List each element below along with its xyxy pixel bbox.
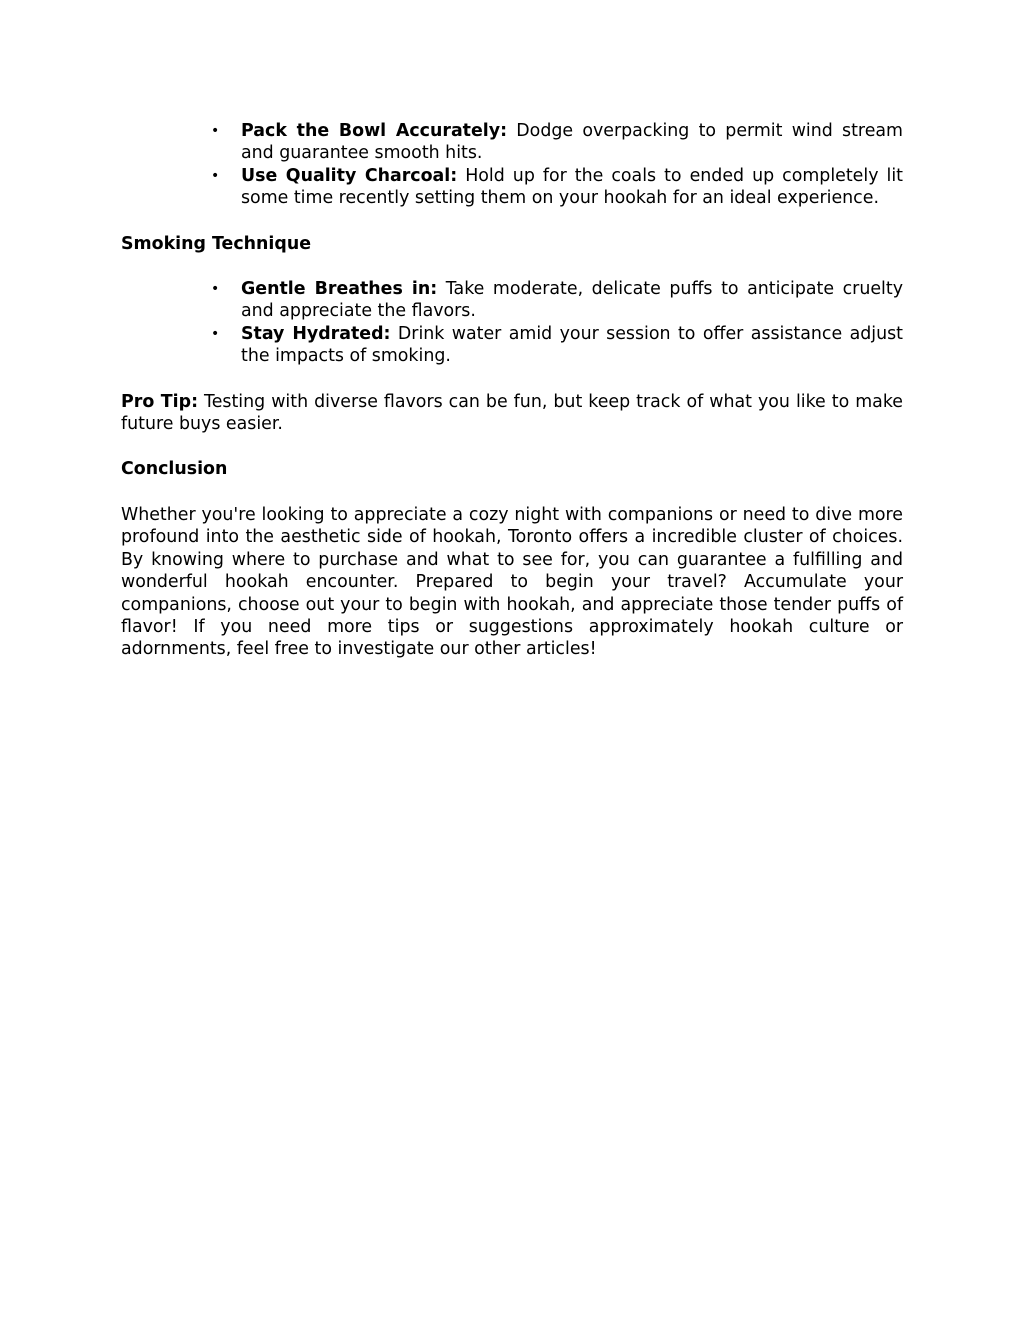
list-item-text: Drink water amid your session to offer assistance adjust the impacts of smoking. [241,323,903,367]
section-heading-conclusion: Conclusion [121,459,228,480]
spacer [121,481,903,504]
pro-tip-text: Testing with diverse flavors can be fun, but keep track of what you like to make future buys easier. [121,391,903,435]
bullet-icon: • [211,123,220,139]
bullet-icon: • [211,281,220,298]
document-page [121,120,903,661]
list-item-lead: Stay Hydrated: [241,323,391,344]
list-item-text: Take moderate, delicate puffs to anticipate cruelty and appreciate the flavors. [241,279,903,322]
smoking-technique-list [121,278,903,368]
conclusion-paragraph: Whether you're looking to appreciate a cozy night with companions or need to dive more profound into the aesthetic side of hookah, Toronto offers a incredible cluster of choices. By knowing where to purchase and what to see for, you can guarantee a fulfilling and wonderful hookah encounter. Prepared to begin your travel? Accumulate your companions, choose out your to begin with hookah, and appreciate those tender puffs of flavor! If you need more tips or suggestions approximately hookah culture or adornments, feel free to investigate our other articles! [121,504,903,660]
bullet-icon: • [211,167,220,184]
bullet-icon: • [211,325,220,342]
pro-tip-lead: Pro Tip: [121,391,199,412]
spacer [121,210,903,233]
list-item [211,278,903,323]
bowl-tips-list [121,120,903,210]
section-heading-smoking-technique: Smoking Technique [121,233,312,254]
spacer [121,368,903,391]
pro-tip-paragraph [121,391,903,436]
list-item-text: Hold up for the coals to ended up completely lit some time recently setting them on your hookah for an ideal experience. [241,165,904,209]
list-item-text: Dodge overpacking to permit wind stream and guarantee smooth hits. [241,121,903,164]
spacer [121,255,903,278]
list-item [211,323,903,368]
list-item [211,120,903,165]
spacer [121,435,903,458]
list-item [211,165,904,210]
list-item-lead: Use Quality Charcoal: [241,165,458,186]
list-item-lead: Gentle Breathes in: [241,279,438,300]
list-item-lead: Pack the Bowl Accurately: [241,121,508,141]
